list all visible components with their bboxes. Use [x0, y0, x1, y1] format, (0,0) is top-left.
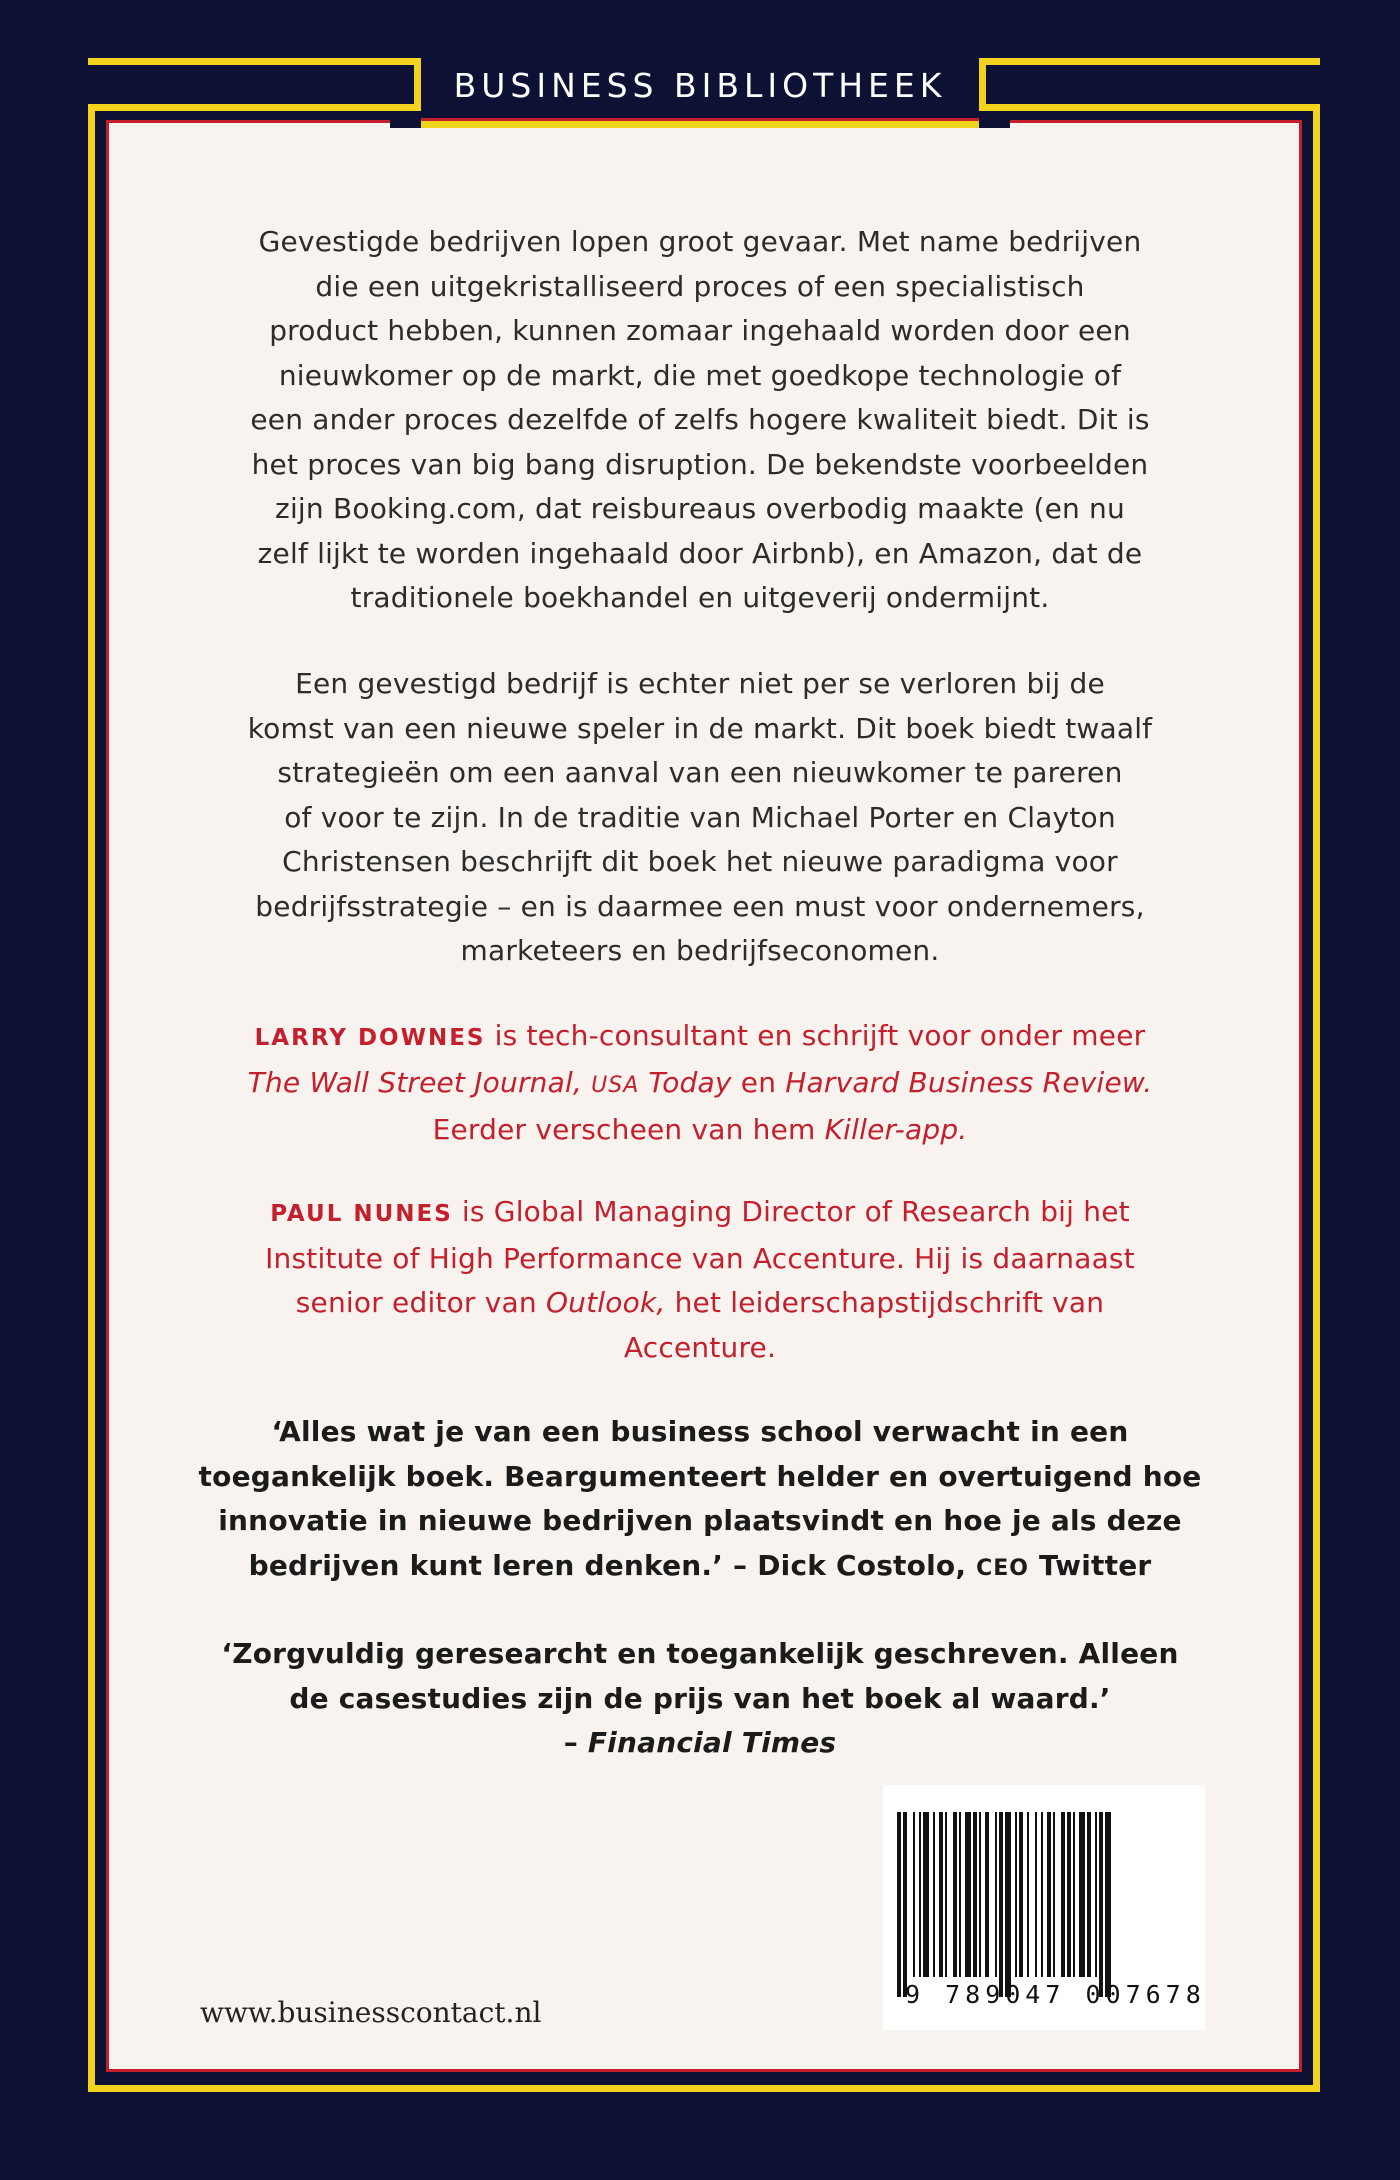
blurb-2-line: Christensen beschrijft dit boek het nieuwe paradigma voor — [282, 845, 1118, 878]
blurb-1-line: nieuwkomer op de markt, die met goedkope technologie of — [278, 358, 1122, 392]
blurb-1-line: het proces van big bang disruption. De bekendste voorbeelden — [251, 447, 1149, 481]
blurb-1-line: zijn Booking.com, dat reisbureaus overbodig maakte (en nu — [275, 492, 1125, 525]
blurb-paragraph-1 — [180, 220, 1220, 621]
blurb-1-line: Gevestigde bedrijven lopen groot gevaar. Met name bedrijven — [258, 225, 1142, 258]
series-title: BUSINESS BIBLIOTHEEK — [453, 66, 947, 105]
blurb-1-line: een ander proces dezelfde of zelfs hogere kwaliteit biedt. Dit is — [250, 403, 1150, 436]
title-tab-red-line — [421, 118, 979, 121]
blurb-2-line: bedrijfsstrategie – en is daarmee een must voor ondernemers, — [255, 889, 1145, 923]
blurb-1-line: traditionele boekhandel en uitgeverij ondermijnt. — [350, 581, 1050, 614]
review-quote-costolo: ‘Alles wat je van een business school verwacht in een toegankelijk boek. Beargumenteert helder en overtuigend hoe innovatie in nieuwe bedrijven plaatsvindt en hoe je als deze bedrijven kunt leren denken.’ – Dick Costolo, CEO Twitter — [198, 1415, 1202, 1582]
isbn-digits: 9 789047 007678 — [905, 1980, 1206, 2009]
barcode-icon — [893, 1812, 1183, 1997]
blurb-2-line: Een gevestigd bedrijf is echter niet per se verloren bij de — [295, 667, 1105, 700]
blurb-2-line: marketeers en bedrijfseconomen. — [460, 934, 940, 967]
blurb-1-line: zelf lijkt te worden ingehaald door Airbnb), en Amazon, dat de — [257, 536, 1143, 570]
title-tab-notch-left — [390, 104, 421, 128]
title-tab-notch-right — [979, 104, 1010, 128]
author-bio-larry-downes: LARRY DOWNES is tech-consultant en schrijft voor onder meer The Wall Street Journal, USA Today en Harvard Business Review. Eerder verscheen van hem Killer-app. — [247, 1019, 1153, 1146]
author-name-larry: LARRY DOWNES — [254, 1025, 486, 1051]
blurb-1-line: product hebben, kunnen zomaar ingehaald worden door een — [269, 314, 1131, 347]
blurb-1-line: die een uitgekristalliseerd proces of een specialistisch — [315, 269, 1085, 303]
blurb-paragraph-2 — [180, 662, 1220, 974]
author-bio-paul-nunes: PAUL NUNES is Global Managing Director of Research bij het Institute of High Performance van Accenture. Hij is daarnaast senior editor van Outlook, het leiderschapstijdschrift van Accenture. — [265, 1195, 1135, 1364]
blurb-2-line: strategieën om een aanval van een nieuwkomer te pareren — [277, 756, 1123, 789]
review-quote-financial-times: ‘Zorgvuldig geresearcht en toegankelijk geschreven. Alleen de casestudies zijn de prijs van het boek al waard.’ – Financial Times — [221, 1637, 1179, 1759]
author-name-paul: PAUL NUNES — [270, 1201, 453, 1227]
blurb-2-line: komst van een nieuwe speler in de markt. Dit boek biedt twaalf — [247, 711, 1153, 745]
publisher-website: www.businesscontact.nl — [200, 1996, 542, 2029]
blurb-2-line: of voor te zijn. In de traditie van Michael Porter en Clayton — [284, 800, 1116, 834]
